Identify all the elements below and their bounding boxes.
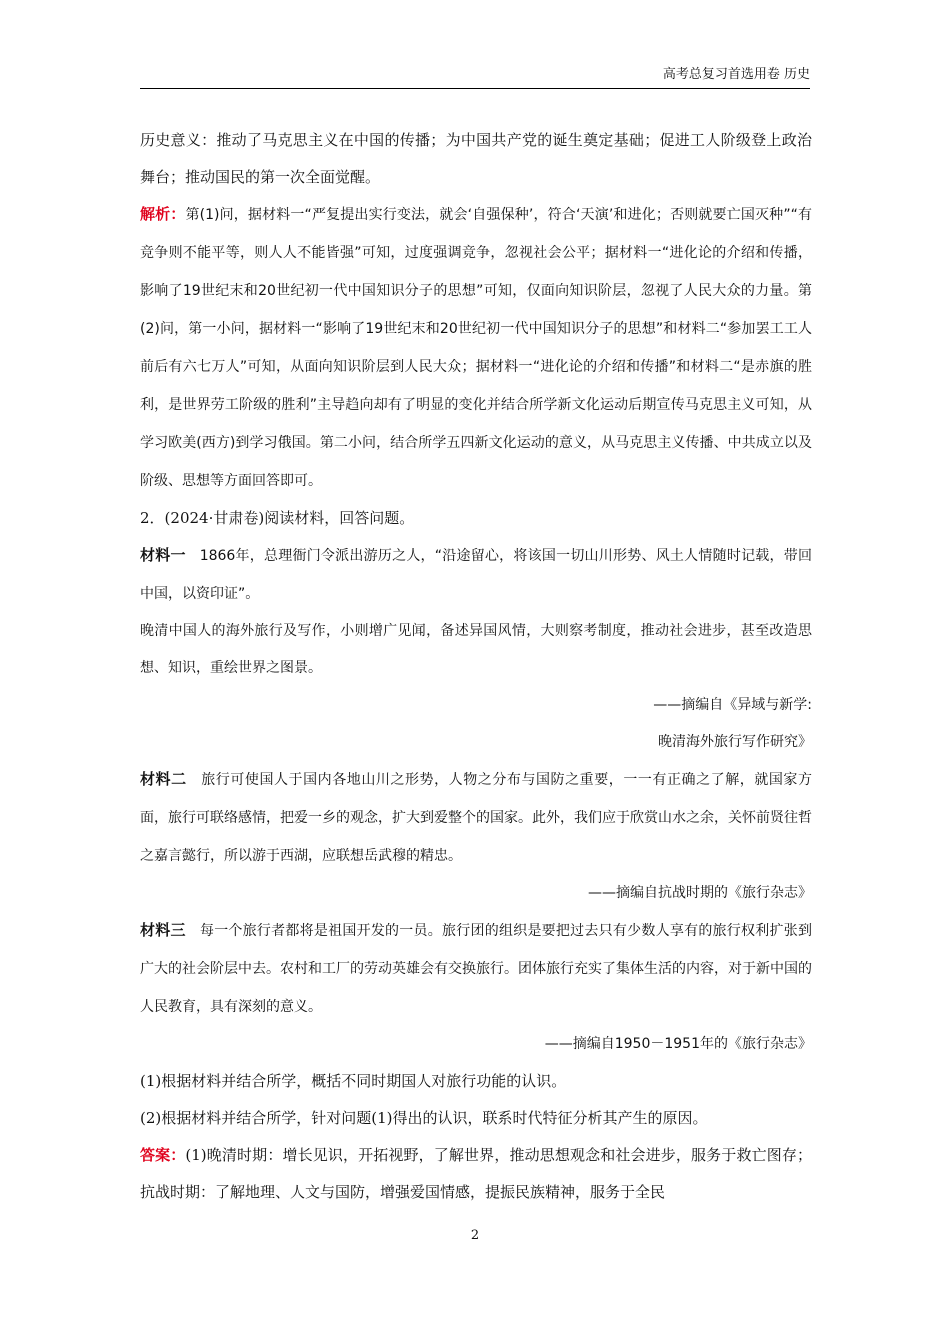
analysis-paragraph bbox=[140, 196, 812, 500]
answer-text: (1)晚清时期：增长见识，开拓视野，了解世界，推动思想观念和社会进步，服务于救亡图存；抗战时期：了解地理、人文与国防，增强爱国情感，提振民族精神，服务于全民 bbox=[140, 1146, 812, 1201]
material-two-label: 材料二 bbox=[140, 770, 187, 788]
analysis-text: 第(1)问，据材料一“严复提出实行变法，就会‘自强保种’，符合‘天演’和进化；否则就要亡国灭种”“有竞争则不能平等，则人人不能皆强”可知，过度强调竞争，忽视社会公平；据材料一“进化论的介绍和传播，影响了19世纪末和20世纪初一代中国知识分子的思想”可知，仅面向知识阶层，忽视了人民大众的力量。第(2)问，第一小问，据材料一“影响了19世纪末和20世纪初一代中国知识分子的思想”和材料二“参加罢工工人前后有六七万人”可知，从面向知识阶层到人民大众；据材料一“进化论的介绍和传播”和材料二“是赤旗的胜利，是世界劳工阶级的胜利”主导趋向却有了明显的变化并结合所学新文化运动后期宣传马克思主义可知，从学习欧美(西方)到学习俄国。第二小问，结合所学五四新文化运动的意义，从马克思主义传播、中共成立以及阶级、思想等方面回答即可。 bbox=[140, 207, 812, 489]
material-one-label: 材料一 bbox=[140, 546, 186, 564]
question-1: (1)根据材料并结合所学，概括不同时期国人对旅行功能的认识。 bbox=[140, 1072, 567, 1090]
material-one-source-line2: 晚清海外旅行写作研究》 bbox=[658, 734, 812, 750]
material-three-label: 材料三 bbox=[140, 921, 186, 939]
page-number: 2 bbox=[470, 1228, 480, 1243]
material-two-source: ——摘编自抗战时期的《旅行杂志》 bbox=[588, 885, 812, 901]
question-2: (2)根据材料并结合所学，针对问题(1)得出的认识，联系时代特征分析其产生的原因。 bbox=[140, 1109, 708, 1127]
answer-label: 答案： bbox=[140, 1146, 186, 1164]
material-one-text-2: 晚清中国人的海外旅行及写作，小则增广见闻，备述异国风情，大则察考制度，推动社会进步，甚至改造思想、知识，重绘世界之图景。 bbox=[140, 623, 812, 676]
document-body bbox=[140, 122, 812, 1211]
material-one-text: 1866年，总理衙门令派出游历之人，“沿途留心，将该国一切山川形势、风土人情随时记载，带回中国，以资印证”。 bbox=[140, 548, 812, 602]
material-three-source: ——摘编自1950－1951年的《旅行杂志》 bbox=[544, 1036, 812, 1052]
answer-paragraph bbox=[140, 1137, 812, 1211]
material-two-text: 旅行可使国人于国内各地山川之形势，人物之分布与国防之重要，一一有正确之了解，就国家方面，旅行可联络感情，把爱一乡的观念，扩大到爱整个的国家。此外，我们应于欣赏山水之余，关怀前贤往哲之嘉言懿行，所以游于西湖，应联想岳武穆的精忠。 bbox=[140, 772, 812, 864]
material-one-source-line1: ——摘编自《异域与新学: bbox=[653, 697, 812, 713]
material-two-paragraph bbox=[140, 761, 812, 875]
material-three-text: 每一个旅行者都将是祖国开发的一员。旅行团的组织是要把过去只有少数人享有的旅行权利扩张到广大的社会阶层中去。农村和工厂的劳动英雄会有交换旅行。团体旅行充实了集体生活的内容，对于新中国的人民教育，具有深刻的意义。 bbox=[140, 923, 812, 1015]
significance-paragraph: 历史意义：推动了马克思主义在中国的传播；为中国共产党的诞生奠定基础；促进工人阶级登上政治舞台；推动国民的第一次全面觉醒。 bbox=[140, 131, 812, 186]
material-three-paragraph bbox=[140, 912, 812, 1026]
page-header: 高考总复习首选用卷 历史 bbox=[140, 62, 810, 89]
material-one-paragraph bbox=[140, 537, 812, 613]
analysis-label: 解析： bbox=[140, 205, 186, 223]
question-intro: 2．(2024·甘肃卷)阅读材料，回答问题。 bbox=[140, 509, 415, 527]
